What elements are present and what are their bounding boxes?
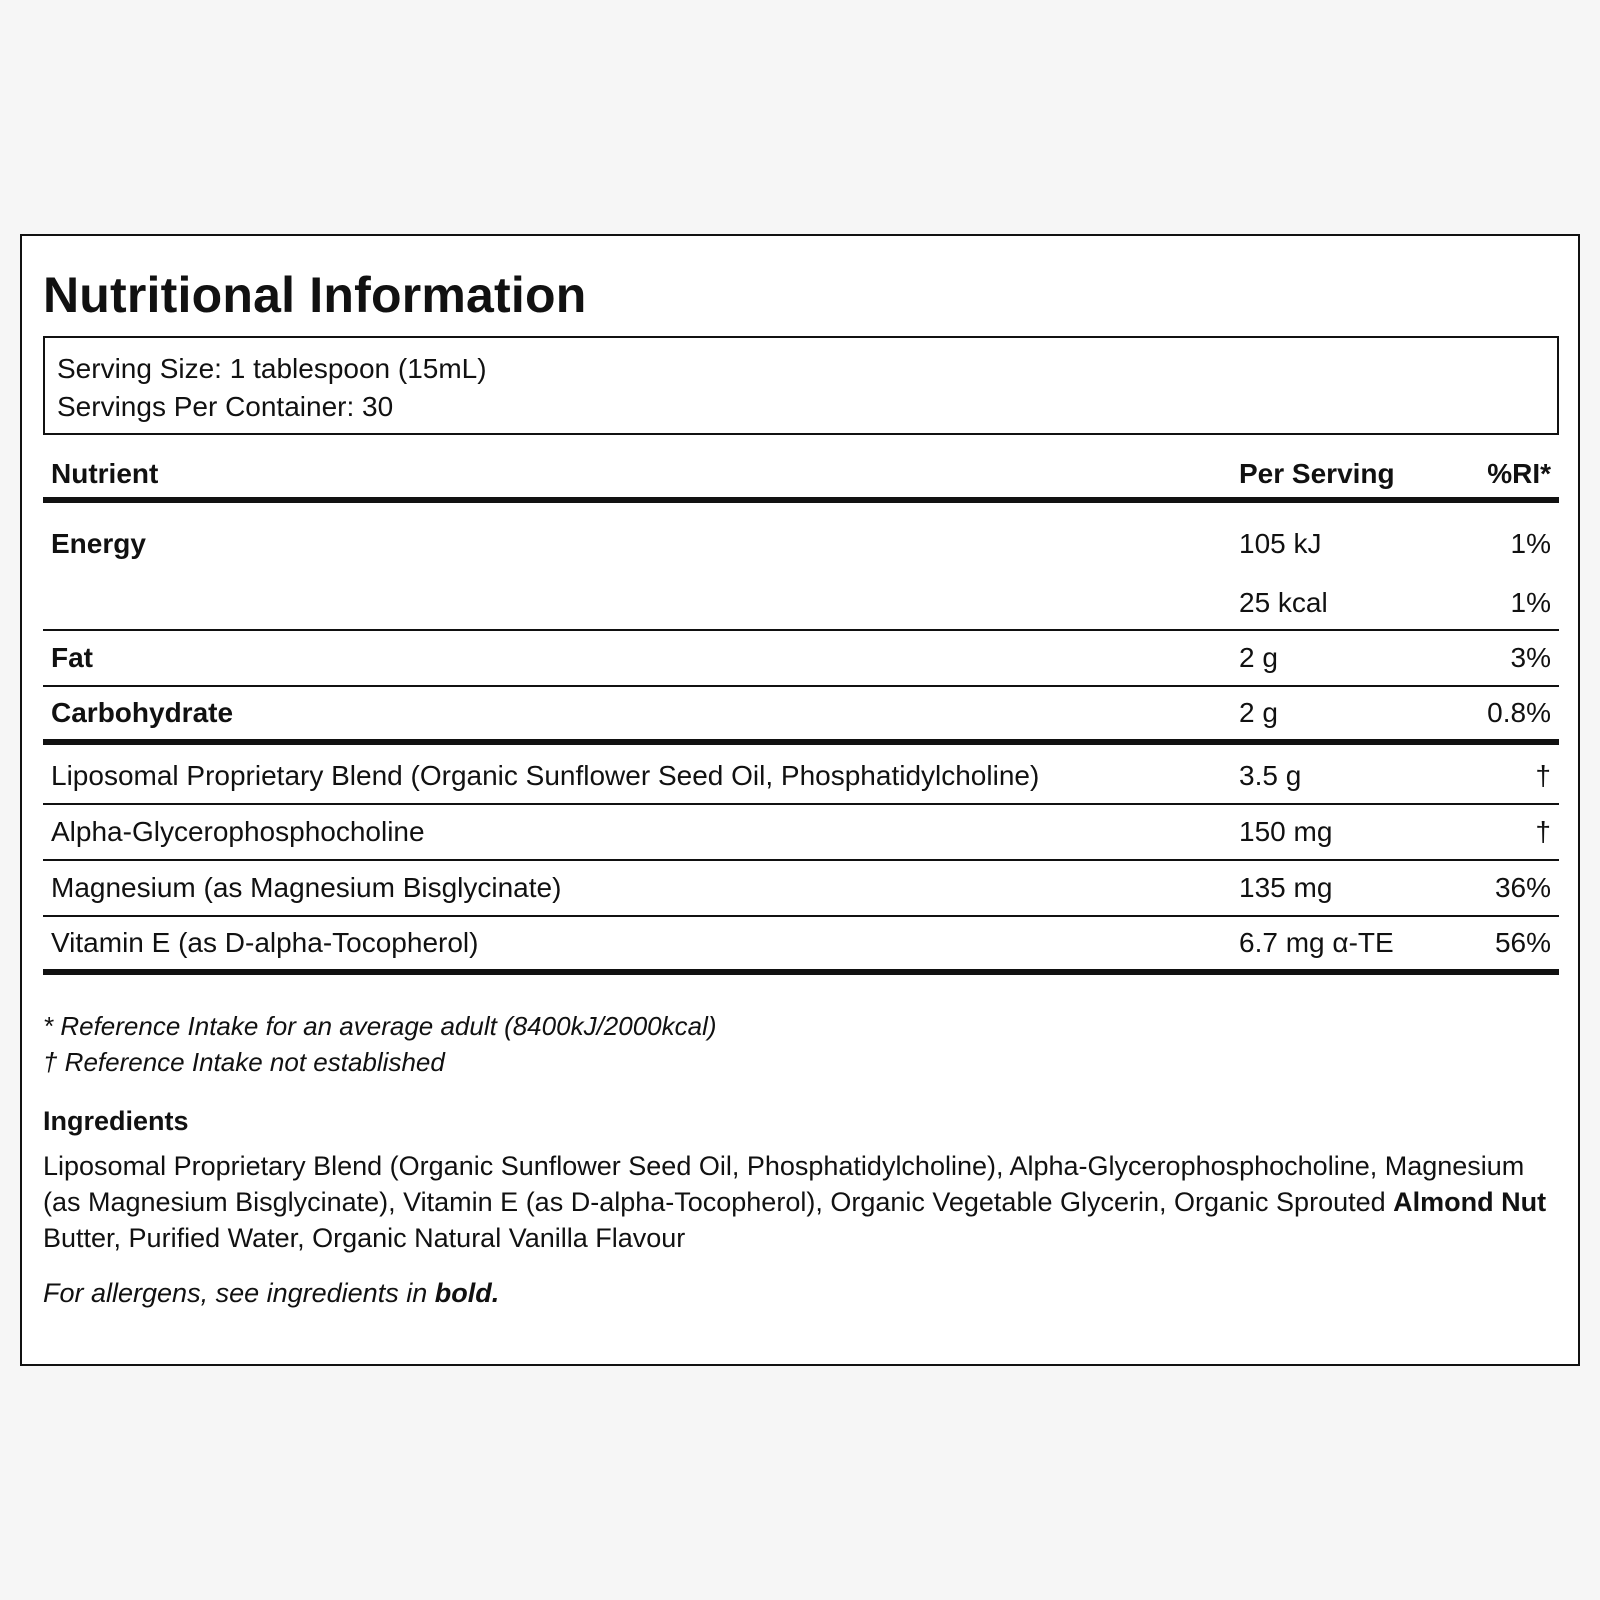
per-serving-value: 3.5 g [1231, 742, 1449, 804]
allergen-note [43, 1278, 499, 1309]
nutrient-name: Carbohydrate [43, 686, 1231, 742]
ri-value: † [1449, 742, 1559, 804]
per-serving-value: 6.7 mg α-TE [1231, 916, 1449, 972]
per-serving-value: 105 kJ [1239, 527, 1322, 559]
page-title: Nutritional Information [43, 267, 587, 323]
nutrient-name [43, 576, 1231, 630]
per-serving-value: 2 g [1231, 686, 1449, 742]
table-row [43, 630, 1559, 686]
allergen-note-bold: bold. [434, 1278, 500, 1308]
per-serving-value: 2 g [1231, 630, 1449, 686]
nutrient-name: Liposomal Proprietary Blend (Organic Sunflower Seed Oil, Phosphatidylcholine) [43, 742, 1231, 804]
dagger-footnote: † Reference Intake not established [43, 1047, 445, 1077]
ri-value: 0.8% [1449, 686, 1559, 742]
serving-info-box [43, 336, 1559, 435]
table-row [43, 916, 1559, 972]
ri-value: 36% [1449, 860, 1559, 916]
nutrient-name: Energy [51, 527, 146, 559]
table-header-row [43, 450, 1559, 500]
ri-value: 3% [1449, 630, 1559, 686]
per-serving-value: 135 mg [1231, 860, 1449, 916]
allergen-ingredient: Almond Nut [1393, 1187, 1547, 1217]
ingredients-heading: Ingredients [43, 1106, 189, 1136]
header-per-serving: Per Serving [1231, 450, 1449, 500]
ingredients-text-before: Liposomal Proprietary Blend (Organic Sunflower Seed Oil, Phosphatidylcholine), Alpha-Glycerophosphocholine, Magnesium (as Magnesium Bisglycinate), Vitamin E (as D-alpha-Tocopherol), Organic Vegetable Glycerin, Organic Sprouted [43, 1151, 1525, 1217]
ri-value: 56% [1449, 916, 1559, 972]
header-ri: %RI* [1449, 450, 1559, 500]
nutrient-name: Alpha-Glycerophosphocholine [43, 804, 1231, 860]
per-serving-value: 25 kcal [1231, 576, 1449, 630]
serving-size: Serving Size: 1 tablespoon (15mL) [57, 353, 487, 384]
allergen-note-text: For allergens, see ingredients in [43, 1278, 435, 1308]
ri-value: 1% [1449, 576, 1559, 630]
ri-value: † [1449, 804, 1559, 860]
table-row [43, 500, 1559, 576]
ri-value: 1% [1510, 527, 1551, 559]
nutrient-name: Fat [43, 630, 1231, 686]
servings-per-container: Servings Per Container: 30 [57, 391, 394, 422]
ingredients-text-after: Butter, Purified Water, Organic Natural Vanilla Flavour [43, 1223, 686, 1253]
table-row [43, 742, 1559, 804]
footnotes [43, 1008, 717, 1080]
nutrient-name: Magnesium (as Magnesium Bisglycinate) [43, 860, 1231, 916]
nutrient-name: Vitamin E (as D-alpha-Tocopherol) [43, 916, 1231, 972]
ingredients-text [43, 1148, 1563, 1256]
table-row [43, 686, 1559, 742]
table-row [43, 860, 1559, 916]
nutrition-label-panel [20, 234, 1580, 1366]
ri-footnote: * Reference Intake for an average adult (8400kJ/2000kcal) [43, 1011, 717, 1041]
table-row [43, 576, 1559, 630]
table-row [43, 804, 1559, 860]
per-serving-value: 150 mg [1231, 804, 1449, 860]
header-nutrient: Nutrient [43, 450, 1231, 500]
nutrition-table [43, 450, 1559, 975]
